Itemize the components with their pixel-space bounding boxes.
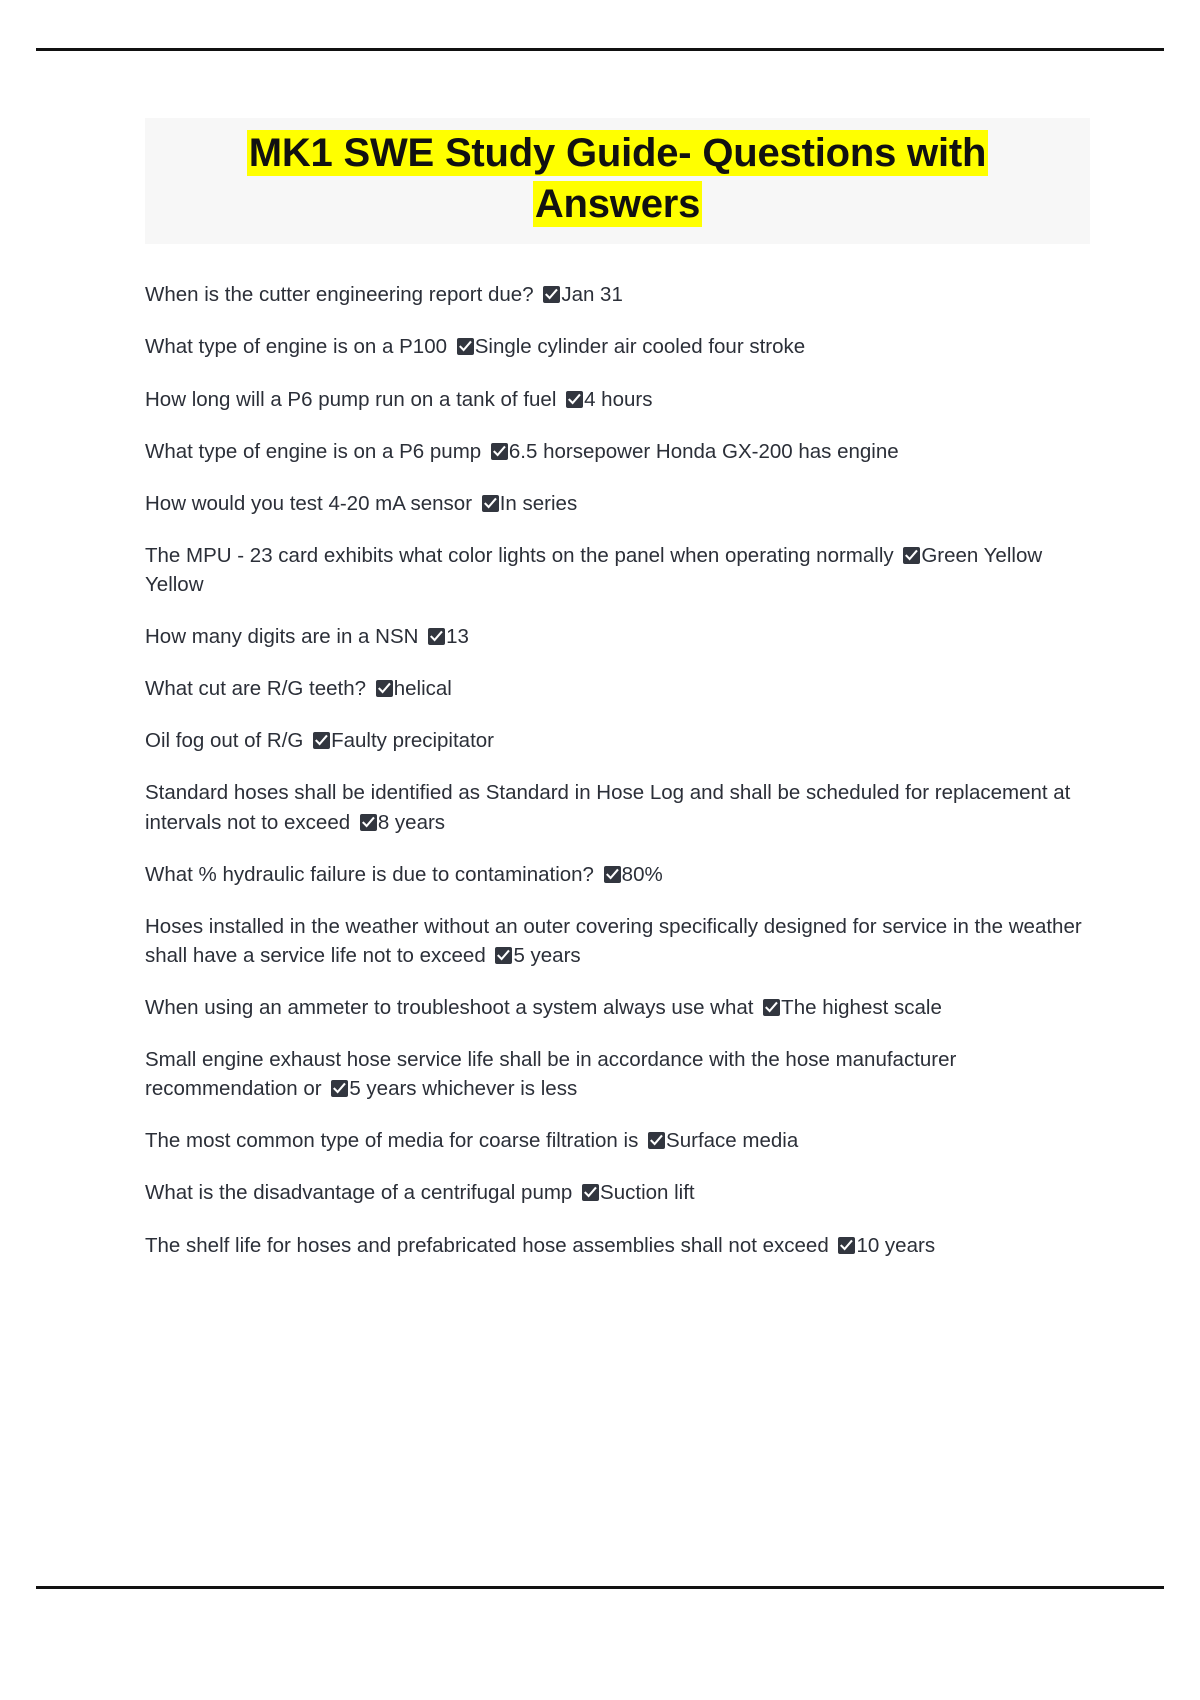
- check-icon: [331, 1080, 348, 1097]
- qa-answer: Green Yellow Yellow: [145, 543, 1043, 597]
- qa-answer: Single cylinder air cooled four stroke: [474, 335, 806, 359]
- qa-answer: 8 years: [377, 810, 446, 834]
- qa-item: [145, 437, 1090, 466]
- check-icon: [604, 866, 621, 883]
- page-title: [145, 118, 1090, 244]
- qa-question: What type of engine is on a P100: [145, 335, 448, 359]
- check-icon: [313, 732, 330, 749]
- qa-answer: Suction lift: [600, 1181, 695, 1205]
- qa-answer: 13: [446, 625, 469, 649]
- document-content: [145, 118, 1090, 1283]
- check-icon: [566, 391, 583, 408]
- qa-item: [145, 1126, 1090, 1155]
- qa-item: [145, 912, 1090, 970]
- qa-answer: Faulty precipitator: [331, 729, 495, 753]
- qa-answer: 5 years: [513, 943, 581, 967]
- qa-item: [145, 1045, 1090, 1103]
- page-title-line-2: [145, 179, 1090, 230]
- qa-answer: The highest scale: [781, 996, 942, 1020]
- check-icon: [491, 443, 508, 460]
- qa-answer: Jan 31: [561, 283, 623, 307]
- check-icon: [482, 495, 499, 512]
- check-icon: [376, 680, 393, 697]
- qa-question: How would you test 4-20 mA sensor: [145, 491, 473, 515]
- qa-item: [145, 1178, 1090, 1207]
- qa-question: When using an ammeter to troubleshoot a system always use what: [145, 996, 754, 1020]
- qa-question: What % hydraulic failure is due to contamination?: [145, 862, 594, 886]
- qa-item: [145, 622, 1090, 651]
- check-icon: [648, 1132, 665, 1149]
- qa-item: [145, 385, 1090, 414]
- qa-item: [145, 778, 1090, 836]
- header-divider: [36, 48, 1164, 51]
- qa-question: Oil fog out of R/G: [145, 729, 304, 753]
- qa-question: The most common type of media for coarse filtration is: [145, 1129, 639, 1153]
- page-title-text-1: MK1 SWE Study Guide- Questions with: [248, 131, 987, 175]
- qa-item: [145, 332, 1090, 361]
- qa-item: [145, 280, 1090, 309]
- page-title-text-2: Answers: [534, 182, 701, 227]
- footer-divider: [36, 1586, 1164, 1589]
- qa-question: Small engine exhaust hose service life shall be in accordance with the hose manufacturer recommendation or: [145, 1048, 957, 1101]
- qa-answer: 4 hours: [584, 387, 653, 411]
- check-icon: [457, 338, 474, 355]
- qa-question: The MPU - 23 card exhibits what color lights on the panel when operating normally: [145, 543, 894, 567]
- qa-question: What is the disadvantage of a centrifugal pump: [145, 1181, 573, 1205]
- qa-answer: In series: [499, 491, 578, 515]
- check-icon: [903, 547, 920, 564]
- qa-answer: 6.5 horsepower Honda GX-200 has engine: [508, 439, 899, 463]
- qa-question: How many digits are in a NSN: [145, 625, 419, 649]
- check-icon: [495, 947, 512, 964]
- qa-answer: Surface media: [666, 1129, 799, 1153]
- qa-item: [145, 541, 1090, 599]
- check-icon: [543, 286, 560, 303]
- qa-question: When is the cutter engineering report due?: [145, 283, 534, 307]
- check-icon: [582, 1184, 599, 1201]
- qa-item: [145, 489, 1090, 518]
- qa-question: Hoses installed in the weather without an outer covering specifically designed for service in the weather shall have a service life not to exceed: [145, 914, 1082, 967]
- qa-answer: helical: [393, 677, 452, 701]
- page-title-line-1: [145, 128, 1090, 179]
- qa-question: How long will a P6 pump run on a tank of fuel: [145, 387, 557, 411]
- check-icon: [360, 814, 377, 831]
- qa-item: [145, 726, 1090, 755]
- check-icon: [428, 628, 445, 645]
- qa-question: What type of engine is on a P6 pump: [145, 439, 482, 463]
- qa-answer: 10 years: [856, 1233, 936, 1257]
- qa-question: The shelf life for hoses and prefabricated hose assemblies shall not exceed: [145, 1233, 829, 1257]
- check-icon: [838, 1237, 855, 1254]
- qa-item: [145, 993, 1090, 1022]
- qa-item: [145, 860, 1090, 889]
- qa-list: [145, 280, 1090, 1259]
- qa-question: What cut are R/G teeth?: [145, 677, 367, 701]
- check-icon: [763, 999, 780, 1016]
- qa-answer: 80%: [621, 862, 663, 886]
- qa-item: [145, 674, 1090, 703]
- qa-item: [145, 1231, 1090, 1260]
- qa-question: Standard hoses shall be identified as Standard in Hose Log and shall be scheduled for replacement at intervals not to exceed: [145, 781, 1071, 834]
- qa-answer: 5 years whichever is less: [349, 1077, 578, 1101]
